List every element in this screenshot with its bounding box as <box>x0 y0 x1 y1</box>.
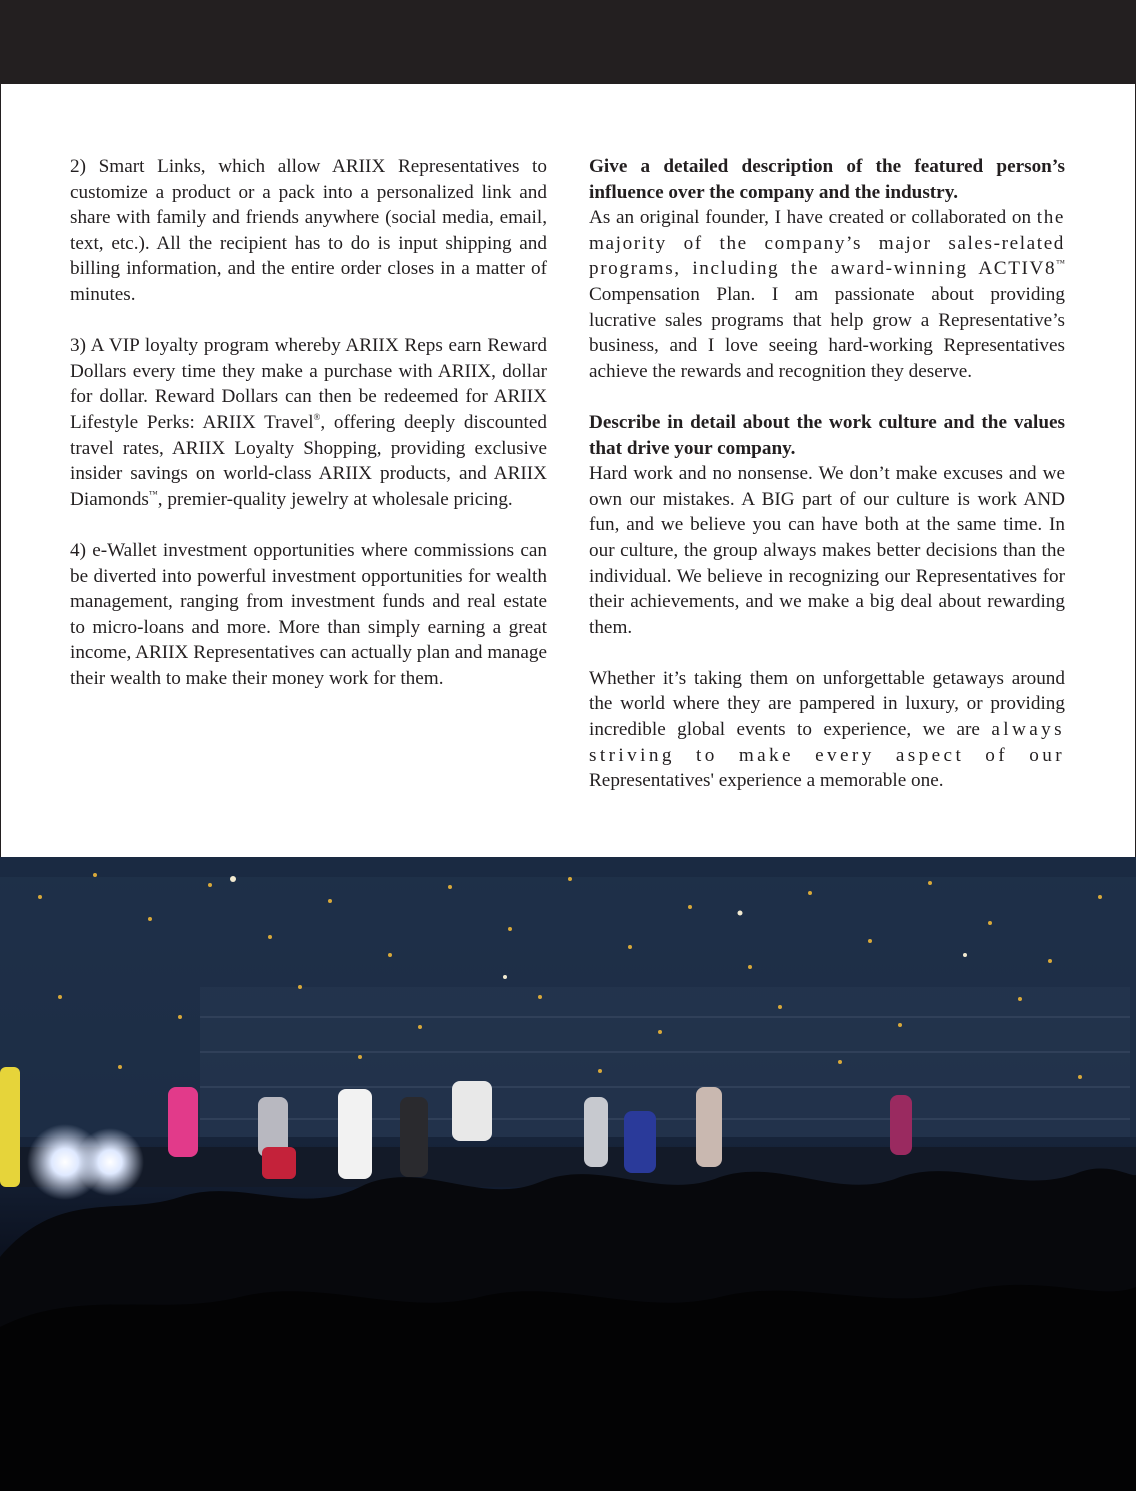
answer-getaways: Whether it’s taking them on unforgettable getaways around the world where they are pampered in luxury, or providing incredible global events to experience, we are always striving to make every aspect of our Representatives' experience a memorable one. <box>589 667 1065 792</box>
trademark-mark: ™ <box>148 488 158 499</box>
trademark-mark: ™ <box>1056 258 1065 269</box>
registered-mark: ® <box>313 411 321 422</box>
answer-work-culture: Hard work and no nonsense. We don’t make excuses and we own our mistakes. A BIG part of our culture is work AND fun, and we believe you can have both at the same time. In our culture, the group always makes better decisions than the individual. We believe in recognizing our Representatives for their achievements, and we make a big deal about rewarding them. <box>589 463 1065 638</box>
header-band <box>0 0 1136 84</box>
paragraph-vip-loyalty: 3) A VIP loyalty program whereby ARIIX Reps earn Reward Dollars every time they make a purchase with ARIIX, dollar for dollar. Reward Dollars can then be redeemed for ARIIX Lifestyle Perks: ARIIX Travel®, offering deeply discounted travel rates, ARIIX Loyalty Shopping, providing exclusive insider savings on world-class ARIIX products, and ARIIX Diamonds™, premier-quality jewelry at wholesale pricing. <box>70 335 547 510</box>
left-column <box>70 154 547 691</box>
paragraph-smart-links: 2) Smart Links, which allow ARIIX Representatives to customize a product or a pack into a personalized link and share with family and friends anywhere (social media, email, text, etc.). All the recipient has to do is input shipping and billing information, and the entire order closes in a matter of minutes. <box>70 156 547 305</box>
question-influence: Give a detailed description of the featured person’s influence over the company and the industry. <box>589 156 1065 203</box>
question-work-culture: Describe in detail about the work culture and the values that drive your company. <box>589 411 1065 459</box>
paragraph-e-wallet: 4) e-Wallet investment opportunities where commissions can be diverted into powerful investment opportunities for wealth management, ranging from investment funds and real estate to micro-loans and more. More than simply earning a great income, ARIIX Representatives can actually plan and manage their wealth to make their money work for them. <box>70 539 547 689</box>
answer-influence: As an original founder, I have created or collaborated on the majority of the company’s major sales-related programs, including the award-winning ACTIV8™ Compensation Plan. I am passionate about providing lucrative sales programs that help grow a Representative’s business, and I love seeing hard-working Representatives achieve the rewards and recognition they deserve. <box>589 207 1066 382</box>
concert-photo <box>0 857 1136 1491</box>
right-column <box>589 154 1065 794</box>
